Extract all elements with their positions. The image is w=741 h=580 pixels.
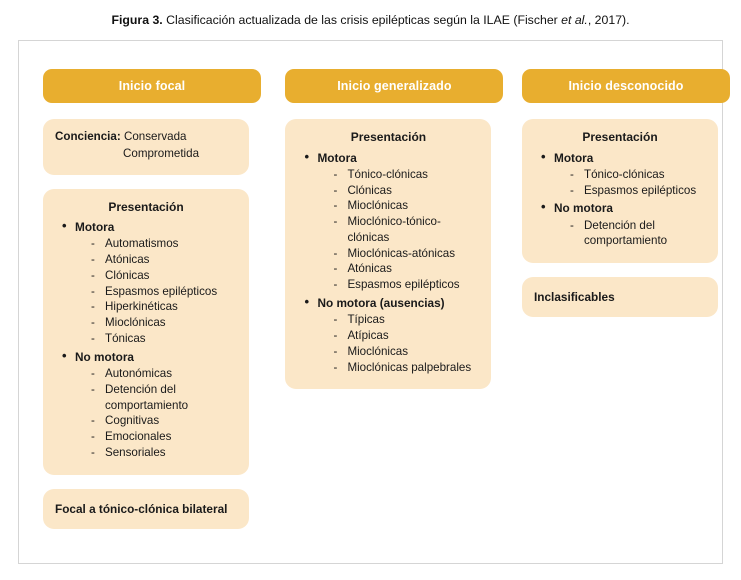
group-items-motora (554, 167, 706, 199)
panel-presentacion-focal (43, 189, 249, 475)
list-item: - Clónicas (329, 183, 479, 199)
panel-presentacion-desconocido (522, 119, 718, 263)
list-item: - Detención del comportamiento (87, 382, 237, 414)
group-label-no-motora: No motora (75, 349, 134, 364)
group-no-motora-ausencias (297, 295, 479, 375)
figure-caption-prefix: Figura 3. (111, 13, 163, 27)
list-item: - Atónicas (329, 261, 479, 277)
list-item: - Atípicas (329, 328, 479, 344)
group-motora (297, 150, 479, 293)
list-item: - Espasmos epilépticos (329, 277, 479, 293)
list-item: - Tónico-clónicas (329, 167, 479, 183)
list-item: - Clónicas (87, 268, 237, 284)
list-item: - Automatismos (87, 236, 237, 252)
figure-caption-italic: et al. (561, 13, 588, 27)
group-motora (55, 219, 237, 347)
group-no-motora (55, 349, 237, 461)
group-label-motora: Motora (554, 150, 594, 165)
list-item: - Típicas (329, 312, 479, 328)
group-label-motora: Motora (317, 150, 357, 165)
classification-columns (19, 41, 722, 563)
conciencia-line (55, 129, 237, 146)
list-item: - Detención del comportamiento (566, 218, 706, 250)
list-item: - Emocionales (87, 429, 237, 445)
column-inicio-generalizado (285, 69, 504, 563)
group-items-no-motora-ausencias (317, 312, 479, 375)
group-items-no-motora (75, 366, 237, 461)
figure-caption (0, 0, 741, 39)
list-item: - Mioclónicas (329, 198, 479, 214)
list-item: - Tónico-clónicas (566, 167, 706, 183)
presentacion-focal-groups (55, 219, 237, 460)
panel-title-presentacion-focal: Presentación (108, 199, 184, 214)
panel-title-presentacion-desconocido: Presentación (582, 130, 658, 144)
list-item: - Mioclónicas (87, 315, 237, 331)
list-item: - Espasmos epilépticos (87, 284, 237, 300)
figure-caption-text-1: Clasificación actualizada de las crisis epilépticas según la ILAE (Fischer (162, 13, 562, 27)
list-item: - Cognitivas (87, 413, 237, 429)
list-item: - Hiperkinéticas (87, 299, 237, 315)
group-label-no-motora-ausencias: No motora (ausencias) (317, 295, 445, 310)
group-items-motora (317, 167, 479, 293)
column-inicio-focal (43, 69, 269, 563)
list-item: - Mioclónicas (329, 344, 479, 360)
conciencia-label: Conciencia: (55, 130, 121, 143)
column-inicio-desconocido (522, 69, 722, 563)
panel-title-presentacion-generalizado: Presentación (350, 130, 427, 144)
list-item: - Mioclónicas palpebrales (329, 360, 479, 376)
figure-frame (18, 40, 723, 564)
panel-conciencia (43, 119, 249, 175)
conciencia-value-2: Comprometida (123, 146, 200, 160)
list-item: - Autonómicas (87, 366, 237, 382)
presentacion-generalizado-groups (297, 150, 479, 376)
presentacion-desconocido-groups (534, 150, 706, 250)
panel-focal-bilateral: Focal a tónico-clónica bilateral (43, 489, 249, 529)
list-item: - Mioclónico-tónico-clónicas (329, 214, 479, 246)
panel-inclasificables: Inclasificables (522, 277, 718, 317)
group-items-motora (75, 236, 237, 346)
list-item: - Atónicas (87, 252, 237, 268)
list-item: - Tónicas (87, 331, 237, 347)
column-header-inicio-desconocido: Inicio desconocido (522, 69, 730, 103)
group-label-no-motora: No motora (554, 201, 613, 216)
figure-caption-text-2: , 2017). (587, 13, 630, 27)
group-items-no-motora (554, 218, 706, 250)
column-header-inicio-generalizado: Inicio generalizado (285, 69, 503, 103)
group-no-motora (534, 200, 706, 249)
conciencia-value-1: Conservada (123, 130, 187, 143)
list-item: - Mioclónicas-atónicas (329, 246, 479, 262)
list-item: - Espasmos epilépticos (566, 183, 706, 199)
group-motora (534, 150, 706, 199)
column-header-inicio-focal: Inicio focal (43, 69, 261, 103)
panel-presentacion-generalizado (285, 119, 491, 389)
list-item: - Sensoriales (87, 445, 237, 461)
group-label-motora: Motora (75, 220, 115, 235)
